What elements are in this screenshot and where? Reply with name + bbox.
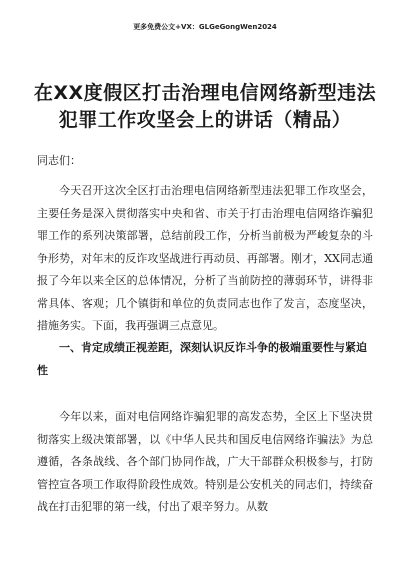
header-note: 更多免费公文+VX：GLGeGongWen2024	[133, 23, 277, 31]
paragraph: 今年以来，面对电信网络诈骗犯罪的高发态势，全区上下坚决贯彻落实上级决策部署，以《中华人民共和国反电信网络诈骗法》为总遵循，各条战线、各个部门协同作战，广大干部群众积极参与，打防管控宣各项工作取得阶段性成效。特别是公安机关的同志们，持续奋战在打击犯罪的第一线，付出了艰辛努力。从数	[37, 410, 373, 513]
document-title: 在XX度假区打击治理电信网络新型违法犯罪工作攻坚会上的讲话（精品）	[33, 82, 377, 131]
section-heading: 一、肯定成绩正视差距，深刻认识反诈斗争的极端重要性与紧迫性	[37, 341, 367, 377]
greeting: 同志们：	[37, 154, 81, 167]
paragraph: 今天召开这次全区打击治理电信网络新型违法犯罪工作攻坚会，主要任务是深入贯彻落实中央和省、市关于打击治理电信网络诈骗犯罪工作的系列决策部署，总结前段工作，分析当前极为严峻复杂的斗争形势，对年末的反诈攻坚战进行再动员、再部署。刚才，XX同志通报了今年以来全区的总体情况，分析了当前防控的薄弱环节，讲得非常具体、客观；几个镇街和单位的负责同志也作了发言，态度坚决，措施务实。下面，我再强调三点意见。	[37, 184, 373, 332]
